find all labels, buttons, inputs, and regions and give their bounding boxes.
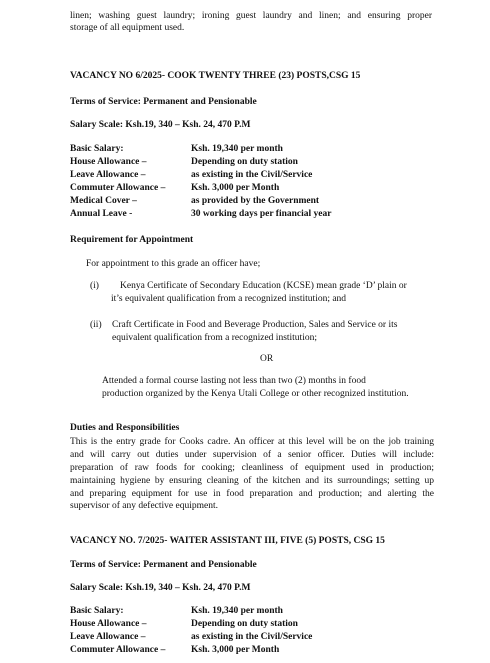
or-separator: OR: [260, 354, 274, 364]
requirement-1-marker: (i): [90, 281, 99, 291]
allowance-value: Ksh. 19,340 per month: [191, 144, 283, 154]
vacancy-7-terms: Terms of Service: Permanent and Pensionable: [70, 560, 257, 570]
duties-heading: Duties and Responsibilities: [70, 423, 180, 433]
duties-line: and preparing equipment for use in food preparation and production; and alerting the: [70, 489, 434, 499]
allowance-row: [70, 196, 450, 209]
allowance-value: Depending on duty station: [191, 619, 298, 629]
duties-line: supervisor of any defective equipment.: [70, 501, 218, 511]
allowance-label: Annual Leave -: [70, 209, 133, 219]
allowance-label: Commuter Allowance –: [70, 645, 166, 655]
requirement-2-line-1: Craft Certificate in Food and Beverage Production, Sales and Service or its: [112, 320, 398, 330]
allowance-value: as existing in the Civil/Service: [191, 632, 313, 642]
allowance-row: [70, 209, 450, 222]
allowance-row: [70, 170, 450, 183]
duties-line: and will carry out duties under supervision of a senior officer. Duties will include:: [70, 450, 434, 460]
requirement-1-line-1: Kenya Certificate of Secondary Education (KCSE) mean grade ‘D’ plain or: [120, 281, 407, 291]
vacancy-7-salary: Salary Scale: Ksh.19, 340 – Ksh. 24, 470 P.M: [70, 583, 251, 593]
requirement-2-line-2: equivalent qualification from a recognized institution;: [112, 333, 317, 343]
requirement-1-line-2: it’s equivalent qualification from a recognized institution; and: [111, 294, 347, 304]
duties-line: preparation of raw foods for cooking; cleanliness of equipment used in production;: [70, 463, 434, 473]
allowance-value: Ksh. 3,000 per Month: [191, 183, 280, 193]
allowance-row: [70, 645, 450, 658]
allowance-label: House Allowance –: [70, 619, 147, 629]
requirement-2-marker: (ii): [90, 320, 102, 330]
duties-line: This is the entry grade for Cooks cadre. An officer at this level will be on the job training: [70, 437, 434, 447]
allowance-value: Ksh. 19,340 per month: [191, 606, 283, 616]
allowance-value: Depending on duty station: [191, 157, 298, 167]
vacancy-6-salary: Salary Scale: Ksh.19, 340 – Ksh. 24, 470 P.M: [70, 120, 251, 130]
allowance-value: Ksh. 3,000 per Month: [191, 645, 280, 655]
alternative-line-1: Attended a formal course lasting not less than two (2) months in food: [102, 376, 366, 386]
allowance-label: House Allowance –: [70, 157, 147, 167]
requirement-heading: Requirement for Appointment: [70, 235, 194, 245]
intro-line-1: linen; washing guest laundry; ironing guest laundry and linen; and ensuring proper: [70, 11, 432, 21]
requirement-intro: For appointment to this grade an officer have;: [86, 259, 261, 269]
allowance-value: as existing in the Civil/Service: [191, 170, 313, 180]
vacancy-7-title: VACANCY NO. 7/2025- WAITER ASSISTANT III, FIVE (5) POSTS, CSG 15: [70, 536, 385, 546]
allowance-label: Medical Cover –: [70, 196, 137, 206]
allowance-label: Commuter Allowance –: [70, 183, 166, 193]
intro-line-2: storage of all equipment used.: [70, 23, 185, 33]
alternative-line-2: production organized by the Kenya Utali College or other recognized institution.: [102, 389, 409, 399]
allowance-label: Leave Allowance –: [70, 632, 146, 642]
allowance-row: [70, 144, 450, 157]
allowance-label: Basic Salary:: [70, 144, 124, 154]
allowance-value: 30 working days per financial year: [191, 209, 332, 219]
vacancy-6-title: VACANCY NO 6/2025- COOK TWENTY THREE (23) POSTS,CSG 15: [70, 71, 361, 81]
allowance-row: [70, 632, 450, 645]
vacancy-6-terms: Terms of Service: Permanent and Pensionable: [70, 97, 257, 107]
allowance-label: Basic Salary:: [70, 606, 124, 616]
duties-line: maintaining hygiene by ensuring cleaning of the kitchen and its surroundings; setting up: [70, 476, 434, 486]
allowance-row: [70, 619, 450, 632]
allowance-row: [70, 606, 450, 619]
allowance-value: as provided by the Government: [191, 196, 320, 206]
allowance-label: Leave Allowance –: [70, 170, 146, 180]
allowance-row: [70, 157, 450, 170]
allowance-row: [70, 183, 450, 196]
